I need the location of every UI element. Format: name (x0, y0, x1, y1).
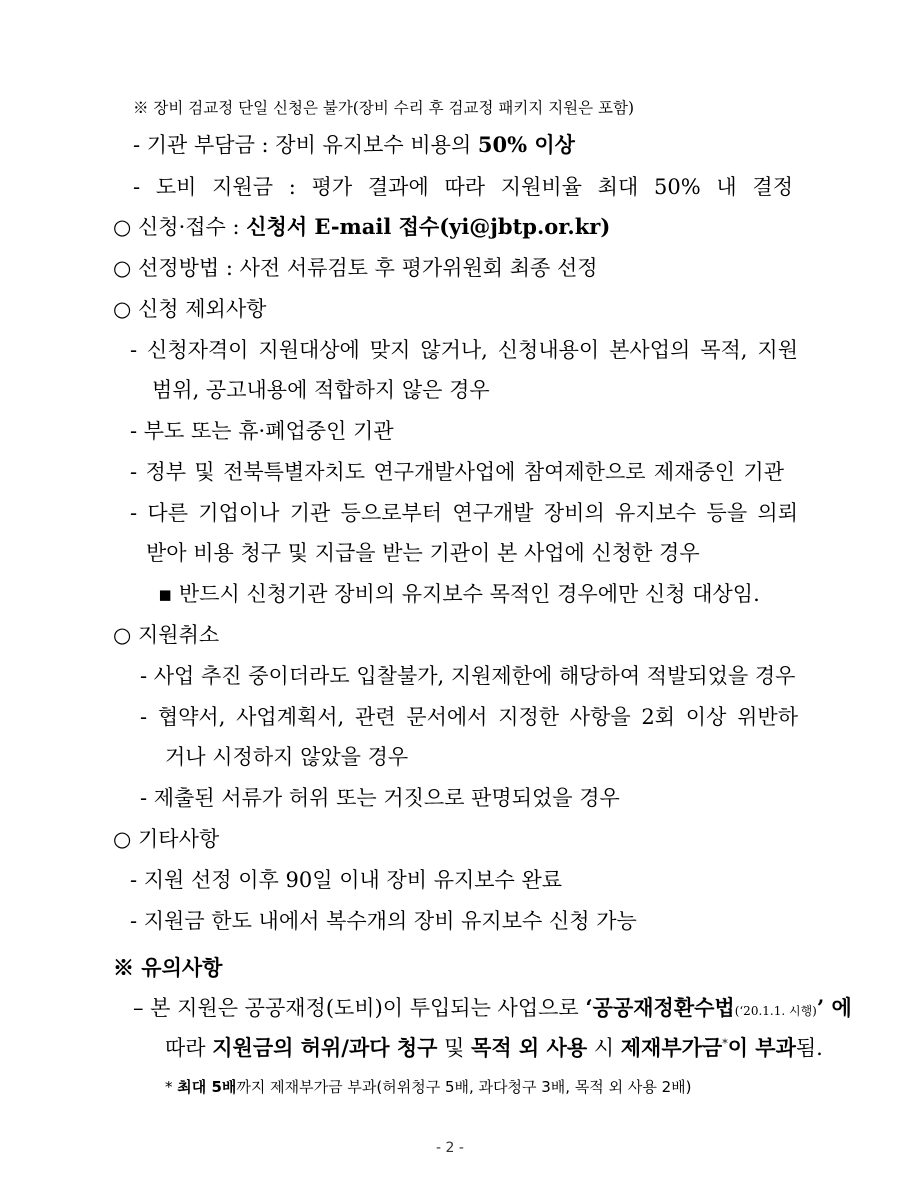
notice-footnote: * 최대 5배까지 제재부가금 부과(허위청구 5배, 과다청구 3배, 목적 외 사용 2배) (165, 1078, 692, 1096)
notice-heading: ※ 유의사항 (113, 955, 223, 980)
exclusion-heading: ○ 신청 제외사항 (113, 297, 267, 321)
exclusion-item-4: - 다른 기업이나 기관 등으로부터 연구개발 장비의 유지보수 등을 의뢰 (130, 501, 798, 525)
exclusion-item-1: - 신청자격이 지원대상에 맞지 않거나, 신청내용이 본사업의 목적, 지원 (130, 338, 798, 362)
application-item: ○ 신청·접수 : 신청서 E-mail 접수(yi@jbtp.or.kr) (113, 214, 611, 239)
exclusion-item-3: - 정부 및 전북특별자치도 연구개발사업에 참여제한으로 제재중인 기관 (130, 460, 784, 484)
exclusion-item-4-cont: 받아 비용 청구 및 지급을 받는 기관이 본 사업에 신청한 경우 (146, 541, 700, 565)
cancellation-heading: ○ 지원취소 (113, 623, 220, 647)
cancellation-item-3: - 제출된 서류가 허위 또는 거짓으로 판명되었을 경우 (140, 786, 620, 810)
exclusion-item-2: - 부도 또는 휴·폐업중인 기관 (130, 419, 394, 443)
exclusion-item-1-cont: 범위, 공고내용에 적합하지 않은 경우 (152, 378, 490, 402)
other-matters-heading: ○ 기타사항 (113, 827, 220, 851)
other-item-2: - 지원금 한도 내에서 복수개의 장비 유지보수 신청 가능 (130, 909, 637, 933)
cancellation-item-2-cont: 거나 시정하지 않았을 경우 (165, 745, 409, 769)
equipment-calibration-note: ※ 장비 검교정 단일 신청은 불가(장비 수리 후 검교정 패키지 지원은 포함) (133, 99, 635, 117)
cancellation-item-1: - 사업 추진 중이더라도 입찰불가, 지원제한에 해당하여 적발되었을 경우 (140, 664, 796, 688)
institution-share-item: - 기관 부담금 : 장비 유지보수 비용의 50% 이상 (133, 132, 575, 157)
notice-line-1: – 본 지원은 공공재정(도비)이 투입되는 사업으로 ‘공공재정환수법(‘20.1.1. 시행)’ 에 (133, 995, 852, 1020)
other-item-1: - 지원 선정 이후 90일 이내 장비 유지보수 완료 (130, 868, 563, 892)
exclusion-subnote: ▪ 반드시 신청기관 장비의 유지보수 목적인 경우에만 신청 대상임. (158, 582, 760, 606)
selection-method-item: ○ 선정방법 : 사전 서류검토 후 평가위원회 최종 선정 (113, 256, 598, 280)
provincial-support-item: - 도비 지원금 : 평가 결과에 따라 지원비율 최대 50% 내 결정 (133, 175, 793, 199)
cancellation-item-2: - 협약서, 사업계획서, 관련 문서에서 지정한 사항을 2회 이상 위반하 (140, 705, 798, 729)
page-number: - 2 - (436, 1140, 464, 1156)
notice-line-2: 따라 지원금의 허위/과다 청구 및 목적 외 사용 시 제재부가금*이 부과됨. (165, 1035, 823, 1060)
